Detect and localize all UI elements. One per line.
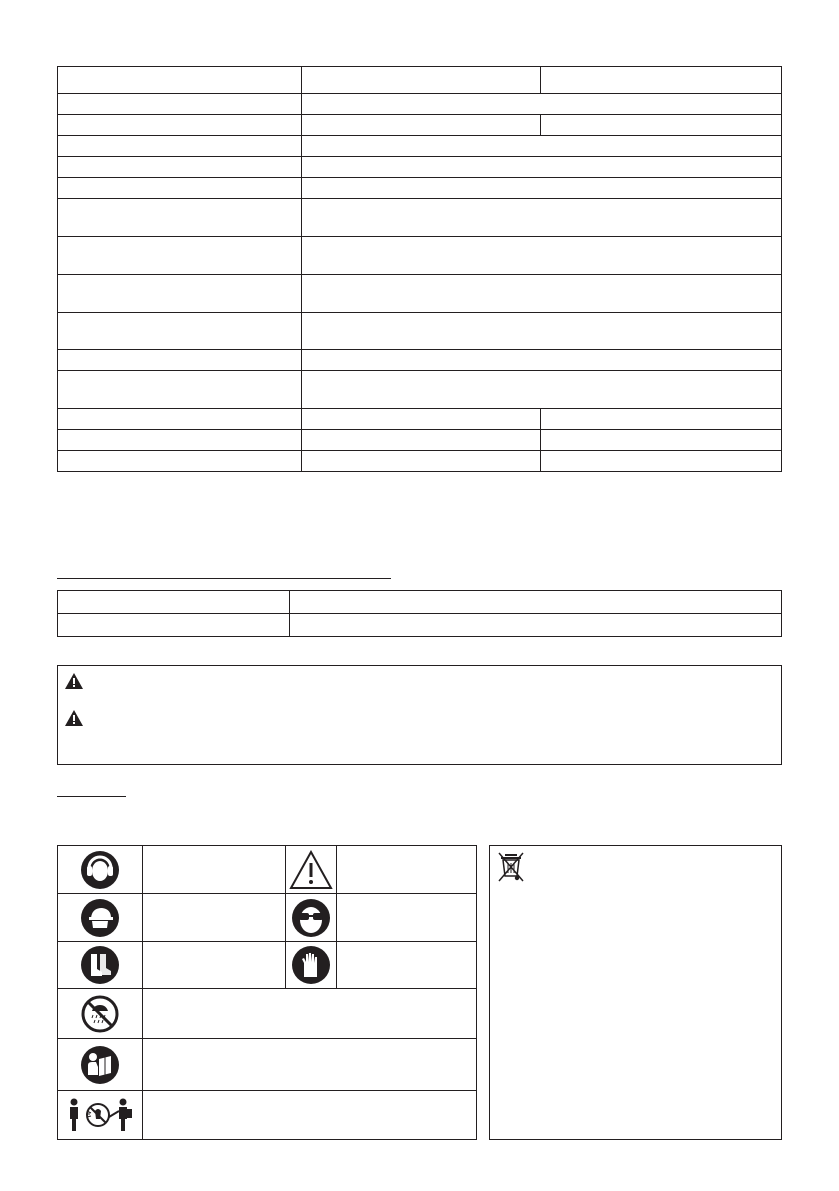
symbol-cell: [58, 1039, 143, 1091]
table-row: [58, 350, 782, 371]
symbol-label-cell: [143, 894, 286, 942]
symbols-table: [57, 845, 477, 1140]
safety-boots-icon: [80, 945, 120, 985]
symbol-label-cell: [143, 1039, 476, 1091]
table-row: [58, 136, 782, 157]
symbol-label-cell: [143, 942, 286, 989]
table-row: [58, 430, 782, 451]
table-row: [58, 67, 782, 94]
symbol-cell: [58, 989, 143, 1039]
symbol-cell: [58, 846, 143, 894]
read-manual-icon: [80, 1045, 120, 1085]
warning-triangle-icon: [64, 672, 84, 690]
specification-table: [57, 66, 782, 472]
symbol-cell: [58, 942, 143, 989]
caution-triangle-icon: [289, 850, 333, 890]
protective-gloves-icon: [291, 945, 331, 985]
symbol-label-cell: [337, 894, 476, 942]
symbol-cell: [58, 1091, 143, 1139]
symbol-label-cell: [337, 846, 476, 894]
symbol-cell: [286, 942, 337, 989]
warning-triangle-icon: [64, 709, 84, 727]
table-row: [58, 591, 782, 614]
table-row: [58, 371, 782, 409]
table-row: [58, 178, 782, 199]
warning-box: [57, 665, 782, 765]
symbols-heading-underline: [57, 796, 126, 797]
table-row: [58, 614, 782, 637]
table-row: [58, 94, 782, 115]
section-heading-underline: [57, 578, 391, 579]
keep-distance-icon: [65, 1097, 135, 1133]
no-rain-icon: [80, 994, 120, 1034]
vibration-table: [57, 590, 782, 637]
symbol-label-cell: [143, 846, 286, 894]
table-row: [58, 199, 782, 237]
table-row: [58, 275, 782, 313]
symbol-cell: [58, 894, 143, 942]
table-row: [58, 115, 782, 136]
disposal-box: [489, 845, 782, 1140]
table-row: [58, 157, 782, 178]
ear-protection-icon: [80, 850, 120, 890]
crossed-out-wheelie-bin-icon: [496, 850, 526, 882]
symbol-label-cell: [143, 1091, 476, 1139]
table-row: [58, 313, 782, 350]
eye-protection-icon: [291, 898, 331, 938]
head-protection-icon: [80, 898, 120, 938]
table-row: [58, 409, 782, 430]
symbol-label-cell: [143, 989, 476, 1039]
symbol-cell: [286, 846, 337, 894]
table-row: [58, 237, 782, 275]
symbol-label-cell: [337, 942, 476, 989]
table-row: [58, 451, 782, 472]
symbol-cell: [286, 894, 337, 942]
